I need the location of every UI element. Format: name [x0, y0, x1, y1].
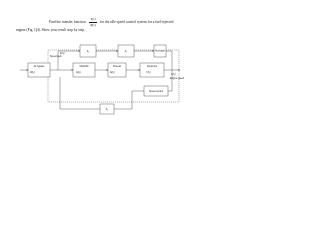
label-speed-gain: Speed gain [50, 56, 62, 58]
question-intro: Find the transfer function [49, 20, 86, 24]
block-speed-control-label: Speed control [148, 91, 164, 93]
block-dynamics-label: Dynamics [146, 66, 158, 68]
signal-s: S(s) [110, 71, 115, 74]
block-fuel-gain-label: Fuel gain [155, 50, 165, 53]
output-y: Y(s) [171, 73, 176, 76]
wire-fuel-down [166, 51, 172, 70]
block-air-bypass-label: Air bypass [33, 66, 45, 68]
block-diagram [0, 0, 200, 130]
question-tail: for the idle speed control system for a fuel-injected [100, 20, 174, 24]
fraction-numerator: Y(s) [90, 17, 96, 21]
block-manifold-label: Manifold [79, 66, 89, 68]
wire-feedback [114, 91, 144, 109]
wire-k3-back [60, 77, 100, 109]
signal-r: R(s) [30, 71, 35, 74]
block-k1-label: K₁ [86, 51, 90, 53]
label-engine-speed: Engine speed [170, 78, 185, 80]
signal-p: P(s) [60, 52, 65, 55]
block-k3-label: K₃ [105, 109, 109, 111]
fraction-denominator: R(s) [90, 23, 96, 28]
question-line2: engine (Fig. Q4). Show your result step by step. [16, 28, 85, 32]
block-process-label: Process [112, 66, 122, 68]
signal-u: U(s) [76, 71, 81, 74]
signal-y: Y(s) [146, 71, 151, 74]
block-k2-label: K₂ [124, 51, 128, 53]
